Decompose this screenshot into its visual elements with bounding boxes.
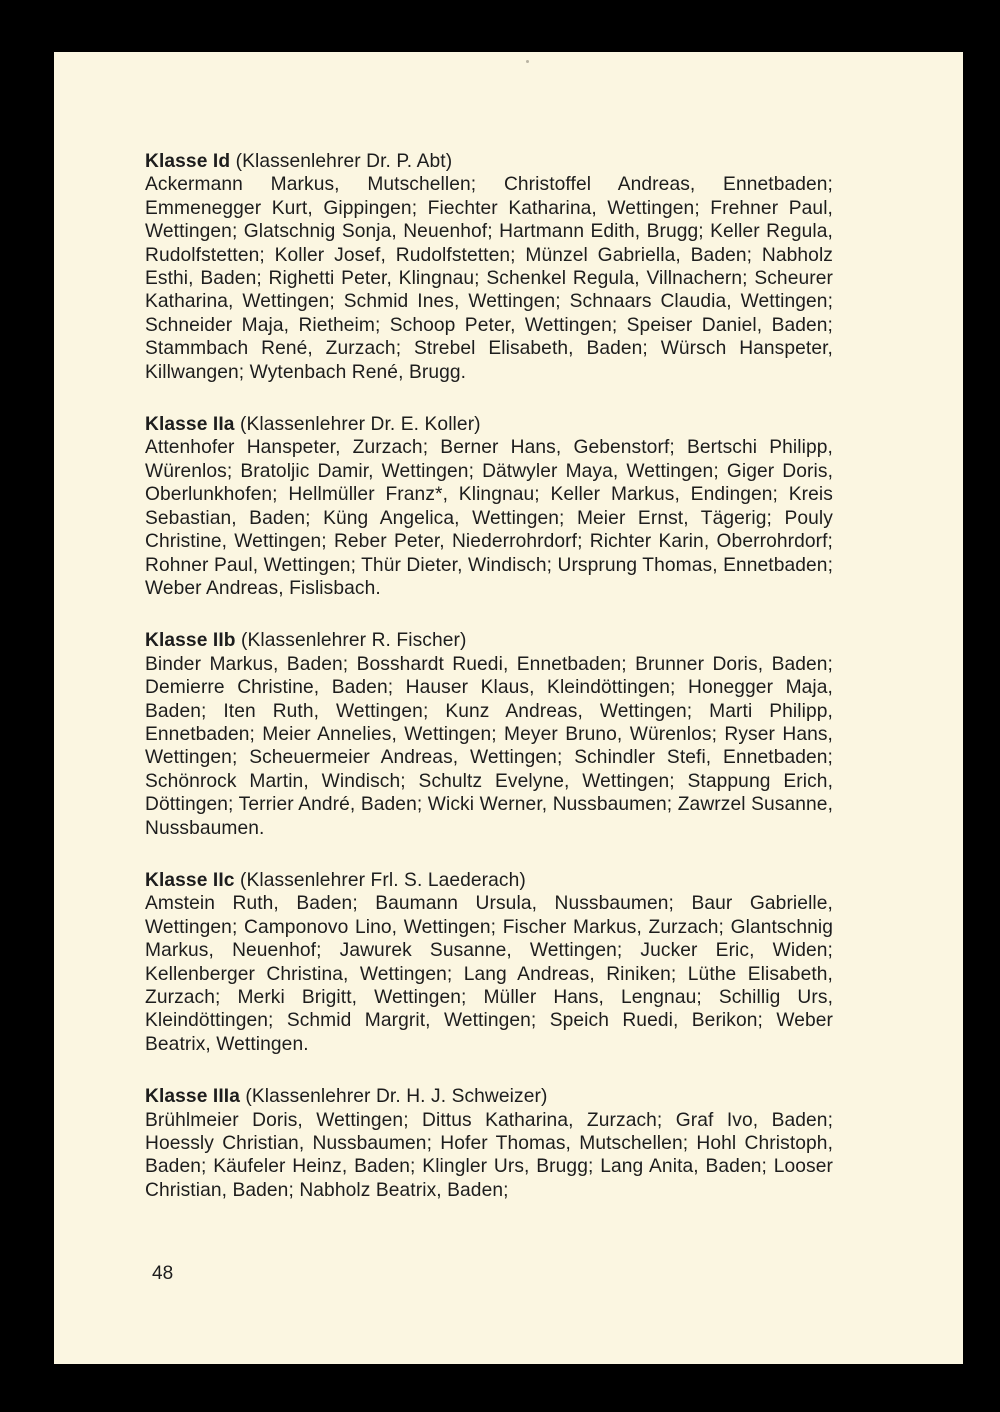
class-teacher: (Klassenlehrer R. Fischer) xyxy=(241,630,467,652)
class-section-id xyxy=(145,150,833,384)
section-heading xyxy=(145,869,833,892)
student-list: Amstein Ruth, Baden; Baumann Ursula, Nussbaumen; Baur Gabrielle, Wettingen; Camponovo Lino, Wettingen; Fischer Markus, Zurzach; Glantschnig Markus, Neuenhof; Jawurek Susanne, Wettingen; Jucker Eric, Widen; Kellenberger Christina, Wettingen; Lang Andreas, Riniken; Lüthe Elisabeth, Zurzach; Merki Brigitt, Wettingen; Müller Hans, Lengnau; Schillig Urs, Kleindöttingen; Schmid Margrit, Wettingen; Speich Ruedi, Berikon; Weber Beatrix, Wettingen. xyxy=(145,893,833,1055)
student-list: Binder Markus, Baden; Bosshardt Ruedi, Ennetbaden; Brunner Doris, Baden; Demierre Christine, Baden; Hauser Klaus, Kleindöttingen; Honegger Maja, Baden; Iten Ruth, Wettingen; Kunz Andreas, Wettingen; Marti Philipp, Ennetbaden; Meier Annelies, Wettingen; Meyer Bruno, Würenlos; Ryser Hans, Wettingen; Scheuermeier Andreas, Wettingen; Schindler Stefi, Ennetbaden; Schönrock Martin, Windisch; Schultz Evelyne, Wettingen; Stappung Erich, Döttingen; Terrier André, Baden; Wicki Werner, Nussbaumen; Zawrzel Susanne, Nussbaumen. xyxy=(145,653,833,839)
class-section-iia xyxy=(145,413,833,600)
class-name: Klasse IIb xyxy=(145,630,236,652)
student-list: Brühlmeier Doris, Wettingen; Dittus Katharina, Zurzach; Graf Ivo, Baden; Hoessly Christian, Nussbaumen; Hofer Thomas, Mutschellen; Hohl Christoph, Baden; Käufeler Heinz, Baden; Klingler Urs, Brugg; Lang Anita, Baden; Looser Christian, Baden; Nabholz Beatrix, Baden; xyxy=(145,1109,833,1201)
class-name: Klasse IIc xyxy=(145,869,235,891)
class-section-iib xyxy=(145,629,833,840)
section-heading xyxy=(145,1085,833,1108)
class-teacher: (Klassenlehrer Dr. E. Koller) xyxy=(239,414,481,436)
class-teacher: (Klassenlehrer Dr. P. Abt) xyxy=(235,151,453,172)
section-heading xyxy=(145,150,833,173)
class-roster-list xyxy=(145,150,833,1231)
class-section-iiia xyxy=(145,1085,833,1202)
class-name: Klasse IIa xyxy=(145,414,235,436)
section-heading xyxy=(145,629,833,652)
document-page xyxy=(54,52,963,1364)
page-number: 48 xyxy=(152,1263,174,1284)
student-list: Ackermann Markus, Mutschellen; Christoffel Andreas, Ennetbaden; Emmenegger Kurt, Gippingen; Fiechter Katharina, Wettingen; Frehner Paul, Wettingen; Glatschnig Sonja, Neuenhof; Hartmann Edith, Brugg; Keller Regula, Rudolfstetten; Koller Josef, Rudolfstetten; Münzel Gabriella, Baden; Nabholz Esthi, Baden; Righetti Peter, Klingnau; Schenkel Regula, Villnachern; Scheurer Katharina, Wettingen; Schmid Ines, Wettingen; Schnaars Claudia, Wettingen; Schneider Maja, Rietheim; Schoop Peter, Wettingen; Speiser Daniel, Baden; Stammbach René, Zurzach; Strebel Elisabeth, Baden; Würsch Hanspeter, Killwangen; Wytenbach René, Brugg. xyxy=(145,174,833,383)
section-heading xyxy=(145,413,833,436)
class-name: Klasse Id xyxy=(145,151,231,172)
class-teacher: (Klassenlehrer Frl. S. Laederach) xyxy=(239,869,526,891)
class-section-iic xyxy=(145,869,833,1056)
class-name: Klasse IIIa xyxy=(145,1086,240,1108)
student-list: Attenhofer Hanspeter, Zurzach; Berner Hans, Gebenstorf; Bertschi Philipp, Würenlos; Bratoljic Damir, Wettingen; Dätwyler Maya, Wettingen; Giger Doris, Oberlunkhofen; Hellmüller Franz*, Klingnau; Keller Markus, Endingen; Kreis Sebastian, Baden; Küng Angelica, Wettingen; Meier Ernst, Tägerig; Pouly Christine, Wettingen; Reber Peter, Niederrohrdorf; Richter Karin, Oberrohrdorf; Rohner Paul, Wettingen; Thür Dieter, Windisch; Ursprung Thomas, Ennetbaden; Weber Andreas, Fislisbach. xyxy=(145,437,833,599)
class-teacher: (Klassenlehrer Dr. H. J. Schweizer) xyxy=(245,1086,548,1108)
paper-speck xyxy=(526,60,529,63)
